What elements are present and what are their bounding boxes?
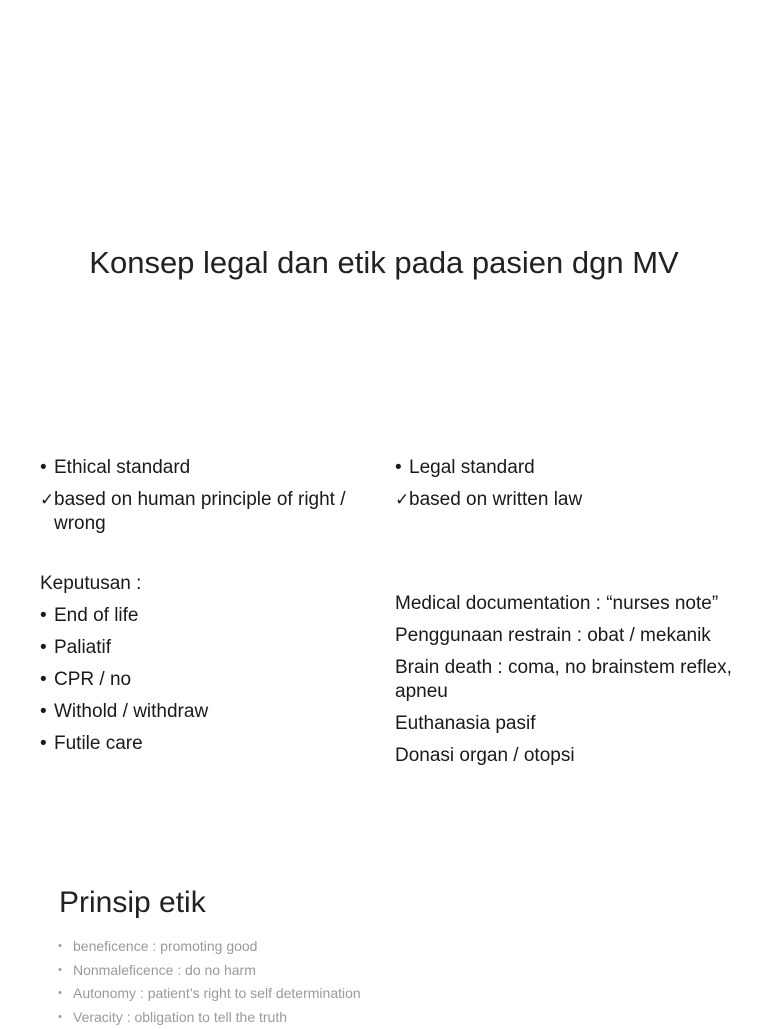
checkmark-icon: ✓ [40, 488, 54, 512]
legal-heading-text: Legal standard [409, 457, 535, 478]
slide-ethics-principles [0, 840, 768, 1024]
legal-line: Brain death : coma, no brainstem reflex, apneu [395, 656, 735, 704]
checkmark-icon: ✓ [395, 488, 409, 512]
list-item [40, 636, 380, 660]
bullet-icon: • [58, 959, 62, 983]
bullet-icon: • [40, 668, 47, 692]
list-item [40, 668, 380, 692]
legal-check [395, 488, 735, 512]
principle-item [58, 982, 361, 1006]
list-item [40, 732, 380, 756]
ethical-check-text: based on human principle of right / wrong [54, 489, 346, 534]
principle-text: Veracity : obligation to tell the truth [73, 1009, 287, 1025]
bullet-icon: • [40, 604, 47, 628]
list-item-text: Paliatif [54, 637, 111, 658]
ethical-heading [40, 456, 380, 480]
bullet-icon: • [58, 1006, 62, 1029]
ethical-check [40, 488, 380, 536]
bullet-icon: • [40, 732, 47, 756]
legal-column [395, 456, 735, 776]
list-item [40, 700, 380, 724]
slide-title: Konsep legal dan etik pada pasien dgn MV [0, 245, 768, 281]
list-item [40, 604, 380, 628]
principles-list [58, 935, 361, 1029]
bullet-icon: • [58, 982, 62, 1006]
bullet-icon: • [58, 935, 62, 959]
legal-check-text: based on written law [409, 489, 582, 510]
bullet-icon: • [395, 456, 402, 480]
bullet-icon: • [40, 456, 47, 480]
legal-line: Euthanasia pasif [395, 712, 735, 736]
principle-text: Autonomy : patient’s right to self determination [73, 985, 361, 1001]
slide-standards [0, 420, 768, 840]
legal-line: Penggunaan restrain : obat / mekanik [395, 624, 735, 648]
list-item-text: End of life [54, 605, 139, 626]
legal-heading [395, 456, 735, 480]
list-item-text: CPR / no [54, 669, 131, 690]
list-item-text: Futile care [54, 733, 143, 754]
principle-item [58, 935, 361, 959]
principle-text: Nonmaleficence : do no harm [73, 962, 256, 978]
principle-text: beneficence : promoting good [73, 938, 257, 954]
list-item-text: Withold / withdraw [54, 701, 208, 722]
legal-line: Medical documentation : “nurses note” [395, 592, 735, 616]
decision-label: Keputusan : [40, 572, 380, 596]
bullet-icon: • [40, 700, 47, 724]
principles-title: Prinsip etik [59, 886, 206, 920]
principle-item [58, 959, 361, 983]
slide-title-page [0, 0, 768, 420]
principle-item [58, 1006, 361, 1029]
bullet-icon: • [40, 636, 47, 660]
legal-line: Donasi organ / otopsi [395, 744, 735, 768]
ethical-heading-text: Ethical standard [54, 457, 190, 478]
ethical-column [40, 456, 380, 764]
